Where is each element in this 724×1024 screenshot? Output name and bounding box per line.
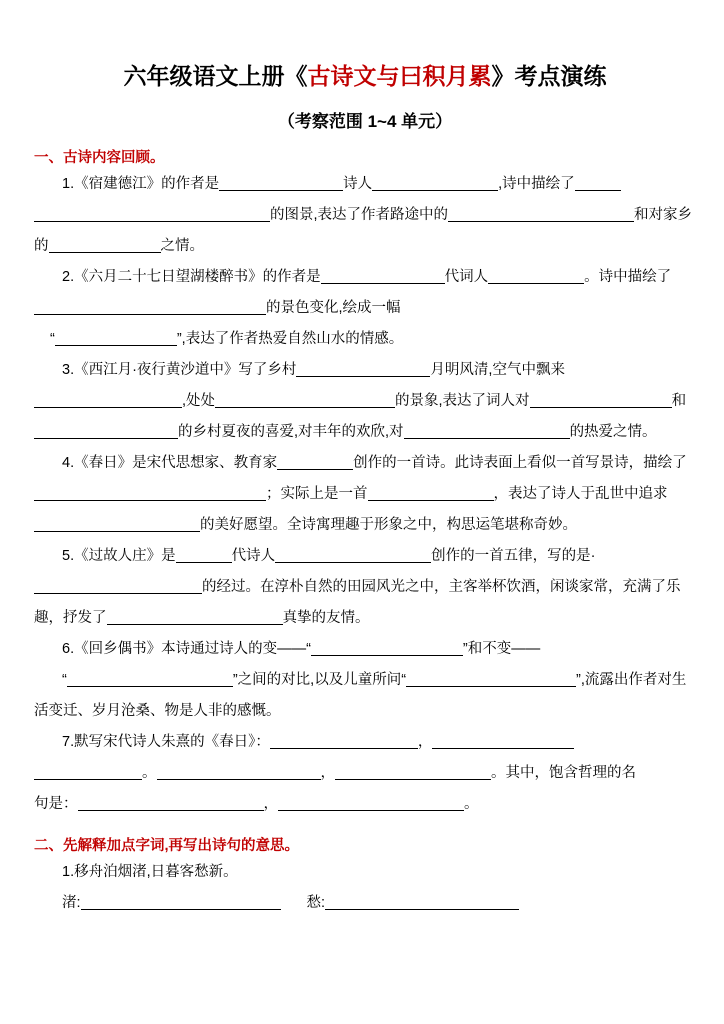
q7-text-7: 。	[464, 796, 479, 812]
q3-blank-6[interactable]	[404, 421, 570, 439]
q3-text-5: 和	[671, 393, 687, 409]
q6-blank-1[interactable]	[311, 638, 463, 656]
q1-text-3: 的图景,表达了作者路途中的	[270, 207, 449, 223]
question-5	[34, 541, 696, 634]
q4-text-0: 4.《春日》是宋代思想家、教育家	[62, 455, 278, 471]
title-suffix: 》考点演练	[491, 63, 607, 89]
q2-blank-1[interactable]	[321, 266, 445, 284]
q3-blank-5[interactable]	[34, 421, 178, 439]
question-7	[34, 727, 696, 820]
s2q1-blank-2[interactable]	[325, 892, 519, 910]
q4-text-2: 景诗，描绘了	[599, 455, 687, 471]
q4-text-3: ；实际上是一首	[266, 486, 368, 502]
q7-text-0: 7.默写宋代诗人朱熹的《春日》：	[62, 734, 270, 750]
q7-blank-4[interactable]	[157, 762, 321, 780]
q7-text-4: 。其中，饱含哲理的名	[491, 765, 636, 781]
q2-text-0: 2.《六月二十七日望湖楼醉书》的作者是	[62, 269, 321, 285]
q3-text-0: 3.《西江月·夜行黄沙道中》写了乡村	[62, 362, 297, 378]
q5-text-4: 的经过。在淳朴自然的田园风光之中，主客举杯饮酒，闲	[202, 579, 565, 595]
q7-text-2: 。	[142, 765, 157, 781]
s2q1-text-2: 愁:	[306, 895, 326, 911]
q1-blank-6[interactable]	[49, 235, 161, 253]
q7-blank-2[interactable]	[432, 731, 574, 749]
q3-blank-1[interactable]	[296, 359, 430, 377]
q2-text-2: 。	[584, 269, 599, 285]
q3-text-7: 的热爱之情。	[569, 424, 657, 440]
q3-text-1: 月明风清,空气中飘	[430, 362, 551, 378]
q2-blank-4[interactable]	[55, 328, 177, 346]
q6-blank-2[interactable]	[67, 669, 233, 687]
q2-text-6: ”,表达了作者热爱自然山水的情感。	[176, 331, 404, 347]
q1-blank-2[interactable]	[372, 173, 498, 191]
page-title	[34, 58, 696, 91]
q3-text-4: 的景象,表达了词人对	[395, 393, 530, 409]
q2-blank-3[interactable]	[34, 297, 266, 315]
q5-text-3: 是·	[576, 548, 596, 564]
q3-text-6: 的乡村夏夜的喜爱,对丰年的欢欣,对	[178, 424, 404, 440]
q5-text-5: 谈家常，充满了乐趣，抒发了	[34, 579, 681, 626]
s2q1-text-1: 渚:	[62, 895, 81, 911]
q4-text-7: 构思运笔堪称奇妙。	[446, 517, 577, 533]
q7-text-5: 句是：	[34, 796, 78, 812]
title-prefix: 六年级语文上册《	[123, 63, 308, 89]
q6-blank-3[interactable]	[406, 669, 576, 687]
q4-blank-2[interactable]	[34, 483, 266, 501]
q6-text-4: ”,流露出作	[576, 672, 643, 688]
section-heading-2: 二、先解释加点字词,再写出诗句的意思。	[34, 838, 300, 854]
q7-blank-5[interactable]	[335, 762, 491, 780]
q1-blank-5[interactable]	[448, 204, 634, 222]
q7-blank-1[interactable]	[270, 731, 418, 749]
q5-text-6: 真挚的友情。	[282, 610, 370, 626]
section-heading-1: 一、古诗内容回顾。	[34, 150, 165, 166]
q4-blank-3[interactable]	[368, 483, 494, 501]
q1-blank-1[interactable]	[219, 173, 343, 191]
q5-text-0: 5.《过故人庄》是	[62, 548, 176, 564]
q6-text-1: ”和不变——	[462, 641, 541, 657]
q2-text-4: 的景色变化,绘成一幅	[266, 300, 401, 316]
q5-text-1: 代诗人	[231, 548, 276, 564]
q3-text-3: ,处处	[182, 393, 216, 409]
page-subtitle: （考察范围 1~4 单元）	[277, 112, 453, 131]
q7-text-1: ，	[417, 734, 433, 750]
q1-blank-3[interactable]	[575, 173, 621, 191]
section2-question-1	[34, 857, 696, 919]
q5-text-2: 创作的一首五律，写的	[431, 548, 577, 564]
q1-text-2: ,诗中描绘了	[498, 176, 575, 192]
q6-text-2: “	[62, 672, 67, 688]
q1-blank-4[interactable]	[34, 204, 270, 222]
s2q1-blank-1[interactable]	[81, 892, 281, 910]
q7-text-3: ，	[320, 765, 335, 781]
q4-text-5: 表达了诗人于乱世中追求	[508, 486, 668, 502]
q4-text-4: ，	[493, 486, 508, 502]
title-highlight: 古诗文与曰积月累	[307, 63, 492, 89]
q1-text-5: 之情。	[160, 238, 204, 254]
q7-blank-7[interactable]	[278, 793, 464, 811]
q7-blank-3[interactable]	[34, 762, 142, 780]
q6-text-5: 者对生活变迁、岁月沧桑、物是人非的感慨。	[34, 672, 687, 719]
q3-blank-3[interactable]	[215, 390, 395, 408]
question-1	[34, 169, 696, 262]
q5-blank-3[interactable]	[34, 576, 202, 594]
q4-blank-1[interactable]	[277, 452, 353, 470]
q1-text-4: 和对家乡的	[34, 207, 693, 254]
q6-text-0: 6.《回乡偶书》本诗通过诗人的变——“	[62, 641, 311, 657]
question-3	[34, 355, 696, 448]
q3-blank-4[interactable]	[530, 390, 672, 408]
q2-text-3: 诗中描绘了	[598, 269, 672, 285]
question-6	[34, 634, 696, 727]
q6-text-3: ”之间的对比,以及儿童所问“	[232, 672, 407, 688]
q7-blank-6[interactable]	[78, 793, 264, 811]
q2-text-5: “	[50, 331, 55, 347]
q5-blank-1[interactable]	[176, 545, 232, 563]
q3-text-2: 来	[550, 362, 565, 378]
q7-text-6: ，	[263, 796, 278, 812]
q5-blank-4[interactable]	[107, 607, 283, 625]
q2-blank-2[interactable]	[488, 266, 584, 284]
q1-text-0: 1.《宿建德江》的作者是	[62, 176, 220, 192]
question-2	[34, 262, 696, 355]
q5-blank-2[interactable]	[275, 545, 431, 563]
s2q1-text-0: 1.移舟泊烟渚,日暮客愁新。	[62, 864, 238, 880]
q4-text-6: 的美好愿望。全诗寓理趣于形象之中，	[200, 517, 447, 533]
q1-text-1: 诗人	[343, 176, 373, 192]
q4-blank-4[interactable]	[34, 514, 200, 532]
q3-blank-2[interactable]	[34, 390, 182, 408]
q2-text-1: 代词人	[444, 269, 489, 285]
q4-text-1: 创作的一首诗。此诗表面上看似一首写	[353, 455, 600, 471]
question-4	[34, 448, 696, 541]
